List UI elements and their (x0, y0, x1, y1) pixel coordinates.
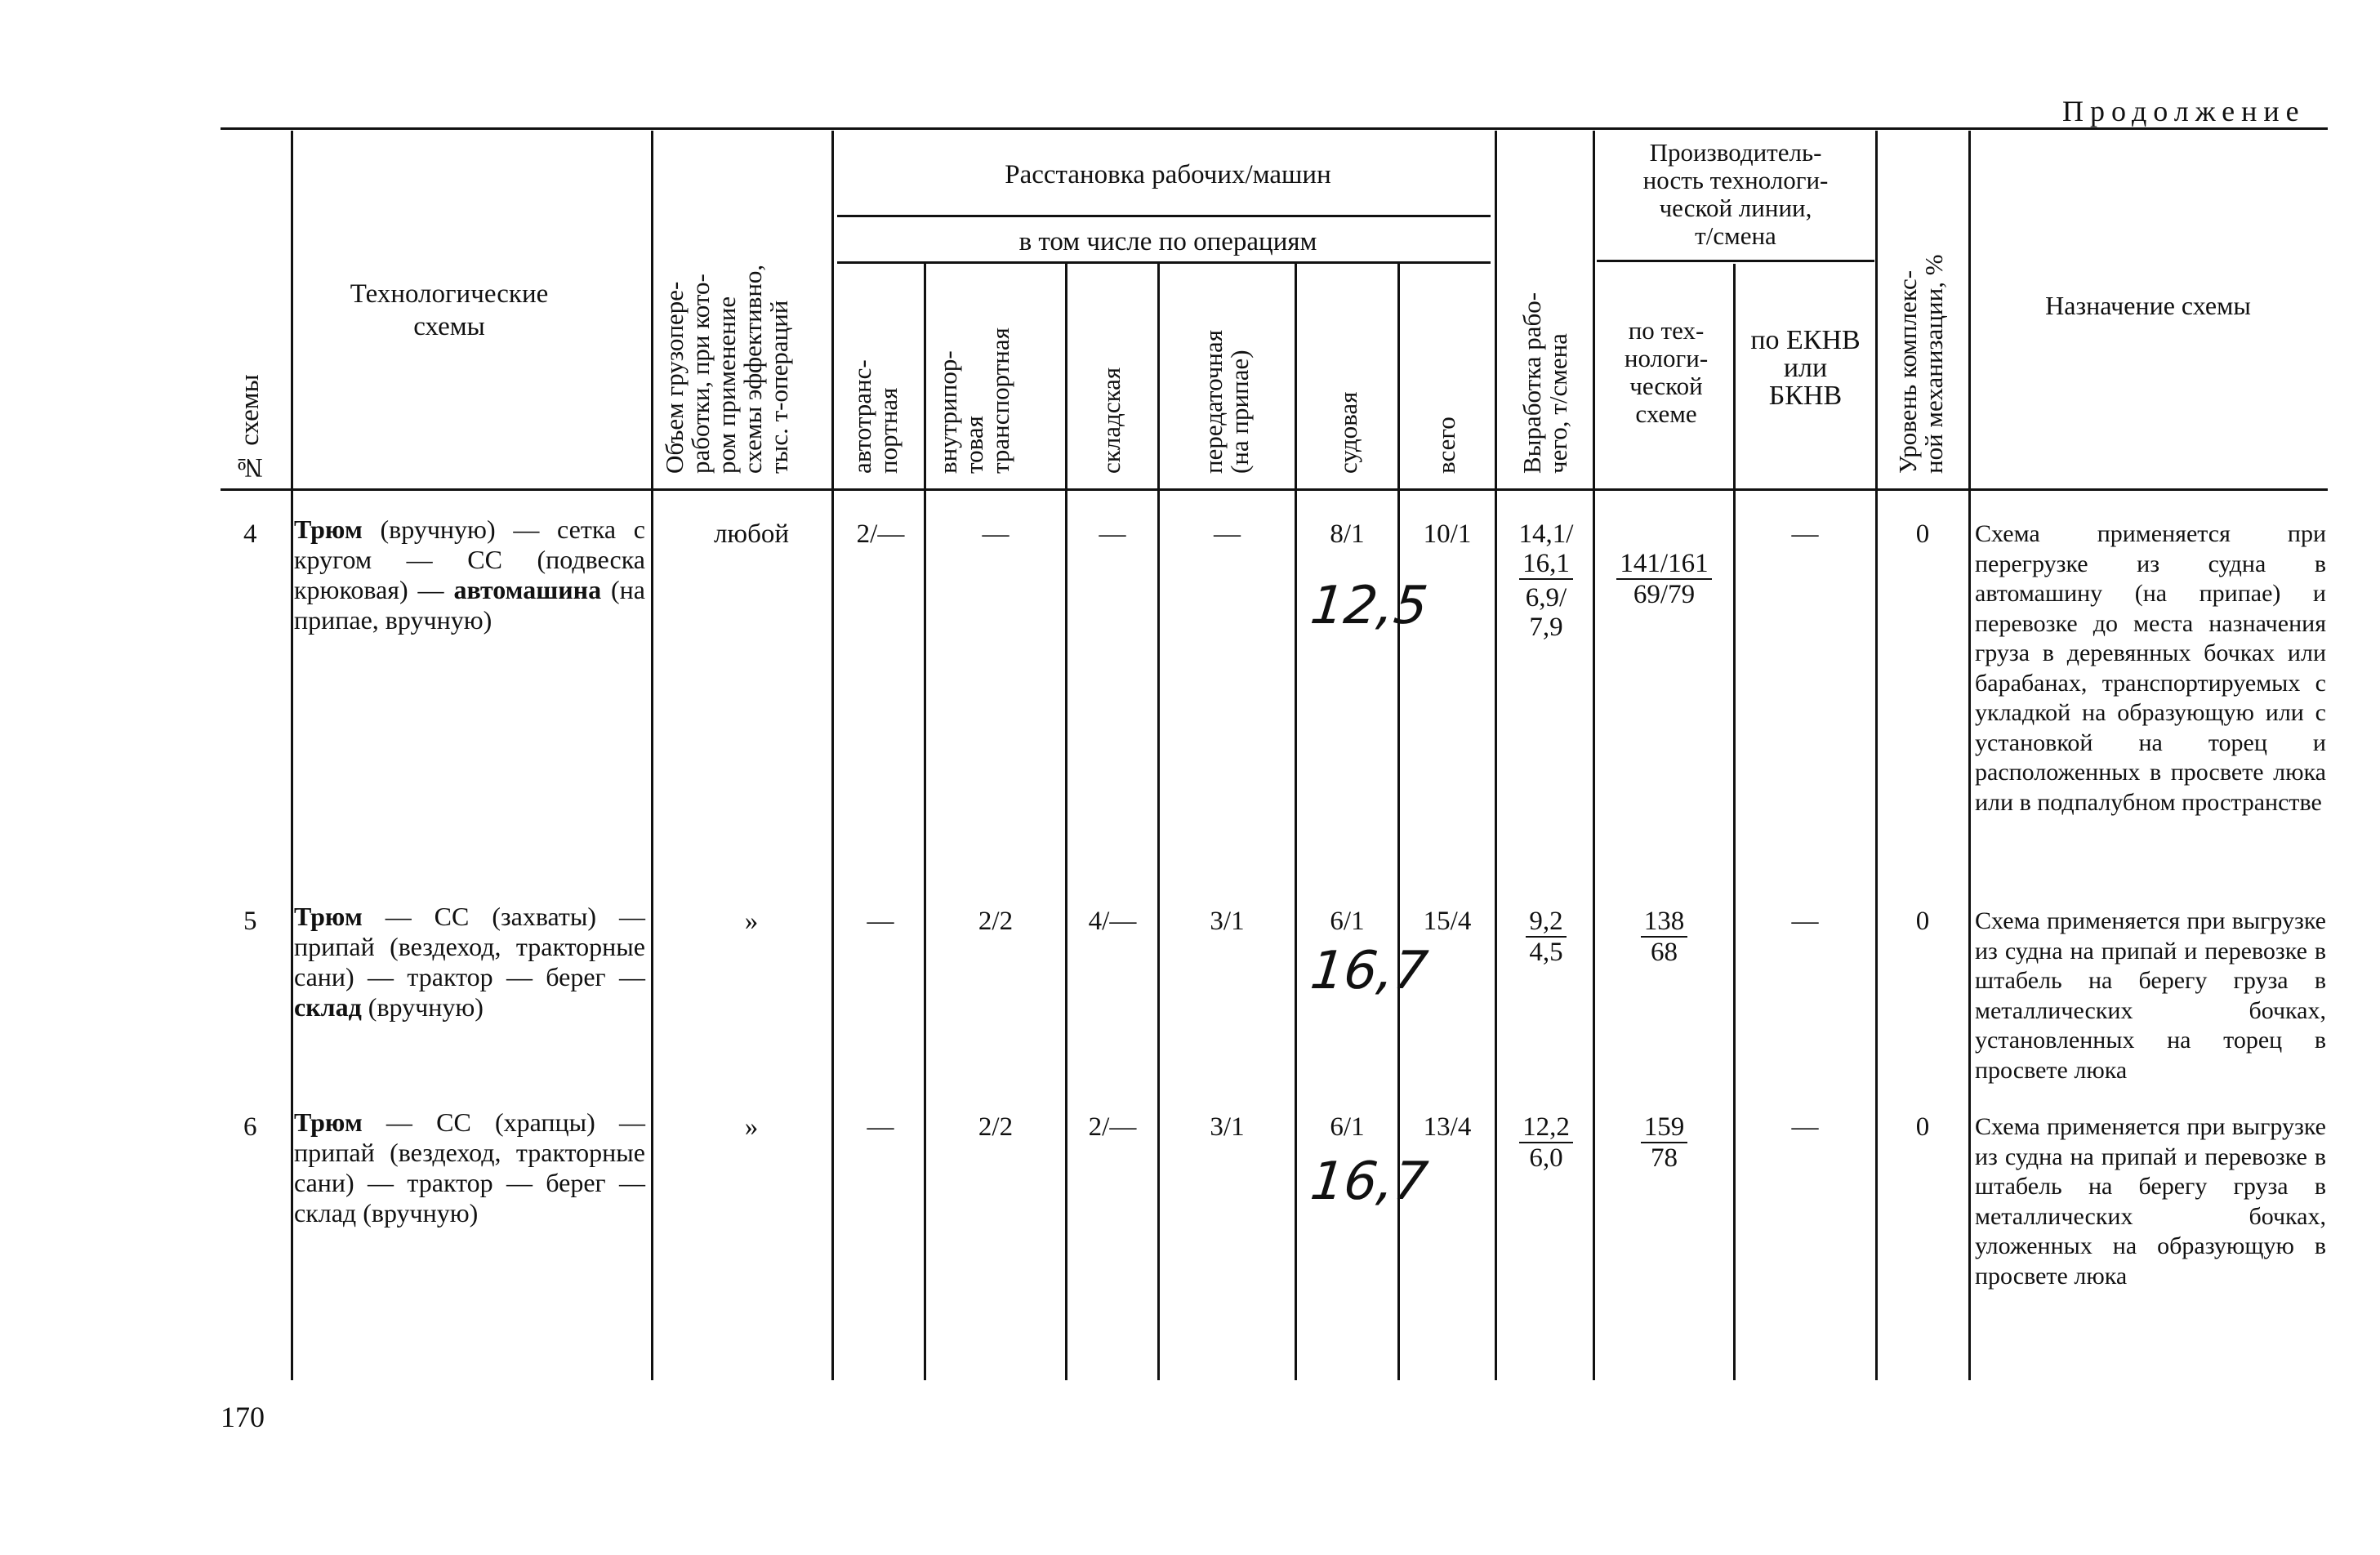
row6-prod (1597, 1112, 1732, 1173)
header-op-auto: автотранс- портная (848, 359, 903, 474)
row5-tech-bold2: склад (294, 992, 362, 1022)
col-rule-internal (1065, 264, 1067, 1380)
ops-subheader-rule (837, 261, 1491, 264)
row5-internal: 2/2 (978, 907, 1014, 936)
row4-prod-num: 141/161 (1616, 549, 1711, 580)
row5-ship: 6/1 (1330, 907, 1365, 936)
row5-volume: » (744, 907, 759, 936)
row6-output-den: 6,0 (1529, 1143, 1563, 1173)
row4-handwritten-note: 12,5 (1308, 576, 1431, 636)
row6-storage: 2/— (1088, 1112, 1137, 1142)
col-rule-transfer (1295, 264, 1297, 1380)
continuation-label: Продолжение (2062, 95, 2306, 127)
row5-num: 5 (243, 907, 257, 936)
col-rule-auto (924, 264, 926, 1380)
row6-prod-num: 159 (1641, 1112, 1688, 1143)
row4-transfer: — (1214, 519, 1241, 549)
row4-output-a-num: 14,1/ (1518, 519, 1574, 549)
row4-output-b-den: 7,9 (1529, 613, 1563, 642)
header-num: № схемы (235, 374, 265, 482)
row4-tech-bold2: автомашина (453, 575, 602, 604)
row5-handwritten-note: 16,7 (1308, 941, 1431, 1001)
header-purpose: Назначение схемы (2045, 291, 2251, 320)
page-number: 170 (221, 1401, 265, 1433)
row6-volume: » (744, 1112, 759, 1142)
row5-output-den: 4,5 (1529, 938, 1563, 967)
header-bottom-rule (221, 488, 2328, 491)
row5-tech (294, 902, 645, 1023)
row5-prod (1597, 907, 1732, 967)
row6-total: 13/4 (1423, 1112, 1472, 1142)
row4-output-b-num: 6,9/ (1525, 583, 1567, 613)
row5-auto: — (867, 907, 894, 936)
row5-norm: — (1791, 907, 1819, 936)
row4-num: 4 (243, 519, 257, 549)
row6-transfer: 3/1 (1210, 1112, 1245, 1142)
row4-purpose: Схема применяется при перегрузке из судна в автомашину (на припае) и перевозке до места назначения груза в деревянных бочках или барабанах, транспортируемых с укладкой на образующую или с установкой на торец и расположенных в просвете люка или в подпалубном пространстве (1975, 520, 2326, 816)
header-staff-ops: в том числе по операциям (1018, 227, 1317, 256)
header-prod-tech: по тех- нологи- ческой схеме (1624, 316, 1709, 428)
row4-tech (294, 515, 645, 635)
header-staff: Расстановка рабочих/машин (1005, 160, 1331, 189)
row4-output-a-den: 16,1 (1519, 549, 1573, 580)
row4-prod (1597, 549, 1732, 609)
row4-output-b (1501, 583, 1591, 642)
col-rule-tech (651, 131, 653, 1380)
row4-tech-bold1: Трюм (294, 515, 363, 544)
col-rule-volume (831, 131, 834, 1380)
header-productivity: Производитель- ность технологи- ческой линии, т/смена (1642, 138, 1829, 250)
row5-storage: 4/— (1088, 907, 1137, 936)
row6-num: 6 (243, 1112, 257, 1142)
col-rule-num (291, 131, 293, 1380)
row6-mech: 0 (1915, 1112, 1930, 1142)
col-rule-storage (1157, 264, 1160, 1380)
row5-prod-num: 138 (1641, 907, 1688, 938)
row6-tech (294, 1107, 645, 1228)
row5-prod-den: 68 (1651, 938, 1678, 967)
row4-norm: — (1791, 519, 1819, 549)
row5-output (1501, 907, 1591, 967)
row4-total: 10/1 (1423, 519, 1472, 549)
row4-auto: 2/— (856, 519, 905, 549)
header-op-transfer: передаточная (на припае) (1199, 330, 1254, 474)
col-rule-prod-tech (1733, 264, 1736, 1380)
row6-internal: 2/2 (978, 1112, 1014, 1142)
row5-total: 15/4 (1423, 907, 1472, 936)
row4-volume: любой (713, 519, 790, 549)
header-output: Выработка рабо- чего, т/смена (1518, 292, 1572, 474)
row4-output-a (1501, 519, 1591, 580)
row4-prod-den: 69/79 (1633, 580, 1696, 609)
header-op-storage: складская (1097, 367, 1125, 474)
row6-norm: — (1791, 1112, 1819, 1142)
row5-tech-rest2: (вручную) (361, 992, 484, 1022)
row4-ship: 8/1 (1330, 519, 1365, 549)
col-rule-output (1593, 131, 1595, 1380)
row5-tech-rest: — СС (захваты) — припай (вездеход, тракторные сани) — трактор — берег — (294, 902, 645, 991)
header-op-ship: судовая (1334, 391, 1362, 474)
header-op-internal: внутрипор- товая транспортная (934, 327, 1014, 474)
row4-internal: — (982, 519, 1009, 549)
row6-purpose: Схема применяется при выгрузке из судна на припай и перевозке в штабель на берегу груза в металлических бочках, уложенных на образующую в просвете люка (1975, 1113, 2326, 1290)
row5-mech: 0 (1915, 907, 1930, 936)
row6-auto: — (867, 1112, 894, 1142)
col-rule-ship (1397, 264, 1400, 1380)
header-op-total: всего (1432, 417, 1460, 474)
header-tech: Технологические схемы (350, 279, 549, 341)
header-mech: Уровень комплекс- ной механизации, % (1893, 254, 1948, 474)
table-top-rule (221, 127, 2328, 130)
row4-storage: — (1099, 519, 1126, 549)
row5-transfer: 3/1 (1210, 907, 1245, 936)
row6-tech-rest: — СС (храпцы) — припай (вездеход, тракторные сани) — трактор — берег — склад (вручную) (294, 1107, 645, 1228)
col-rule-total (1495, 131, 1497, 1380)
prod-subheader-rule (1597, 260, 1874, 262)
row6-output (1501, 1112, 1591, 1173)
header-prod-norm: по ЕКНВ или БКНВ (1750, 325, 1861, 411)
staff-subheader-rule (837, 215, 1491, 217)
row4-tech-rest: (вручную) — сетка с кругом — СС (подвеска крюковая) — (294, 515, 645, 604)
row6-handwritten-note: 16,7 (1308, 1152, 1431, 1212)
row5-tech-bold1: Трюм (294, 902, 363, 931)
col-rule-mech (1968, 131, 1971, 1380)
row6-output-num: 12,2 (1519, 1112, 1573, 1143)
header-volume: Объем грузопере- работки, при кото- ром применение схемы эффективно, тыс. т-операций (660, 264, 793, 474)
col-rule-prod-norm (1875, 131, 1878, 1380)
row4-tech-rest2: (на припае, вручную) (294, 575, 646, 635)
row5-purpose: Схема применяется при выгрузке из судна на припай и перевозке в штабель на берегу груза в металлических бочках, установленных на торец в просвете люка (1975, 907, 2326, 1084)
row6-prod-den: 78 (1651, 1143, 1678, 1173)
row5-output-num: 9,2 (1526, 907, 1566, 938)
row6-tech-bold1: Трюм (294, 1107, 363, 1137)
row6-ship: 6/1 (1330, 1112, 1365, 1142)
row4-mech: 0 (1915, 519, 1930, 549)
